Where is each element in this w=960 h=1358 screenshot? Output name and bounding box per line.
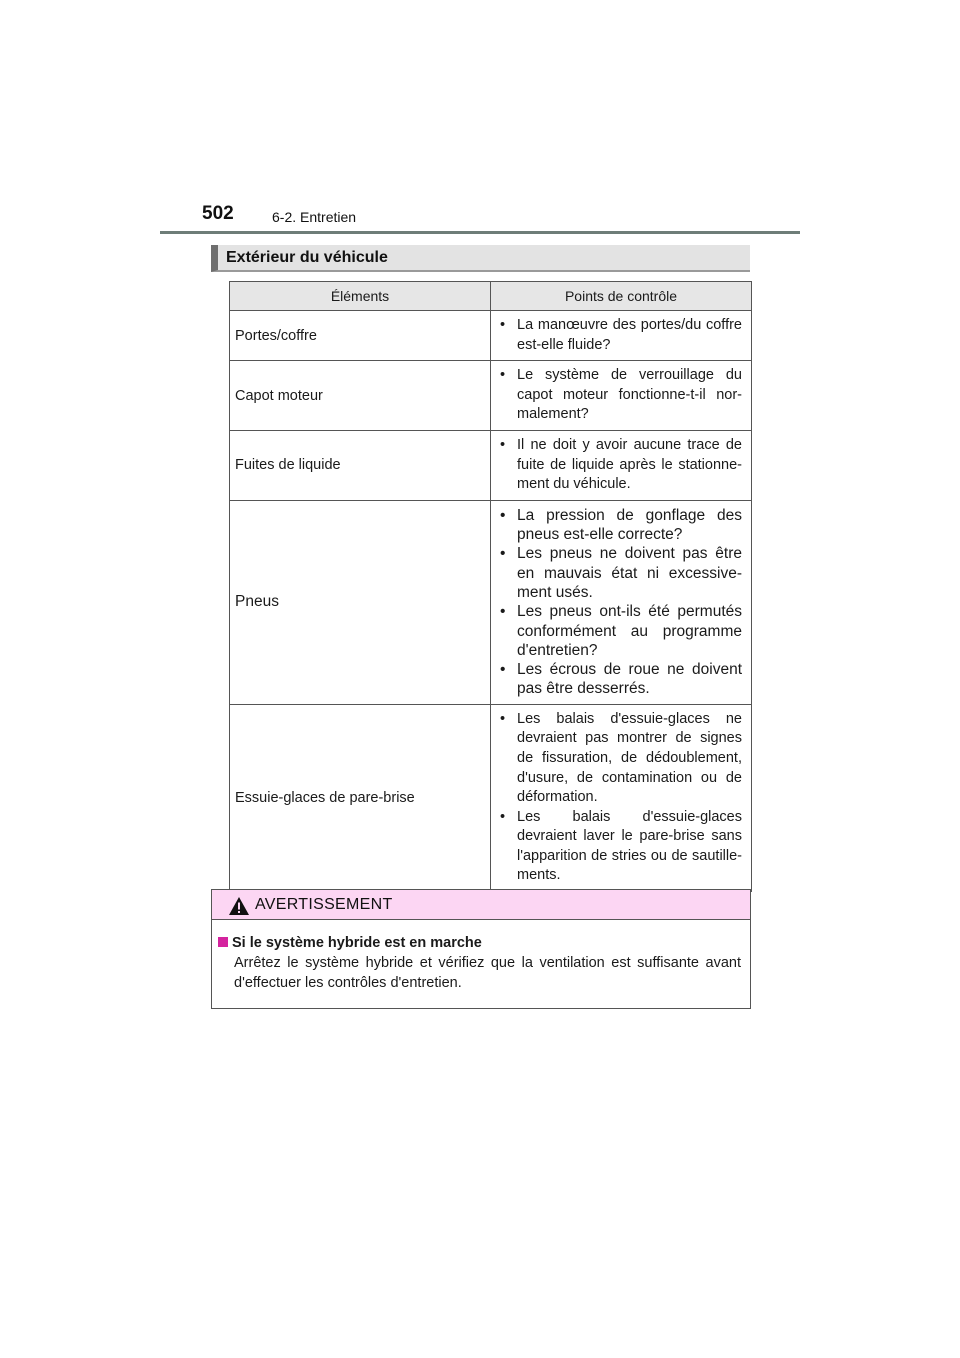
table-row (230, 311, 752, 361)
section-heading-text: Extérieur du véhicule (226, 249, 388, 266)
list-item: • La pression de gonflage des pneus est-elle correcte? (499, 506, 742, 545)
table-header-row (230, 282, 752, 311)
warning-subheading-text: Si le système hybride est en marche (232, 935, 482, 951)
header-rule (160, 231, 800, 234)
table-row (230, 500, 752, 704)
table-row (230, 430, 752, 500)
warning-title: AVERTISSEMENT (255, 896, 393, 913)
list-item: • Les balais d'essuie-glaces ne devraient pas montrer de signes de fissuration, de dédoublement, d'usure, de contamination ou de déformation. (499, 710, 742, 808)
list-item: • Les balais d'essuie-glaces devraient laver le pare-brise sans l'apparition de stries ou de sautille-ments. (499, 808, 742, 886)
warning-body (212, 920, 750, 993)
column-header-items: Éléments (230, 282, 491, 311)
page-number: 502 (202, 203, 234, 224)
warning-text: Arrêtez le système hybride et vérifiez que la ventilation est suffisante avant d'effectuer les contrôles d'entretien. (234, 955, 741, 991)
warning-box (211, 889, 751, 1009)
warning-triangle-icon (228, 896, 250, 916)
table-row (230, 361, 752, 431)
row-item: Fuites de liquide (230, 430, 491, 500)
row-points (491, 704, 752, 891)
inspection-table (229, 281, 752, 892)
list-item: • La manœuvre des portes/du coffre est-elle fluide? (499, 316, 742, 355)
row-points (491, 361, 752, 431)
warning-subheading (218, 933, 741, 953)
section-label: 6-2. Entretien (272, 209, 357, 225)
row-points (491, 500, 752, 704)
row-points (491, 311, 752, 361)
row-item: Pneus (230, 500, 491, 704)
table-row (230, 704, 752, 891)
row-item: Essuie-glaces de pare-brise (230, 704, 491, 891)
list-item: • Les écrous de roue ne doivent pas être desserrés. (499, 660, 742, 699)
list-item: • Le système de verrouillage du capot moteur fonctionne-t-il nor-malement? (499, 366, 742, 425)
list-item: • Il ne doit y avoir aucune trace de fuite de liquide après le stationne-ment du véhicule. (499, 436, 742, 495)
section-heading (211, 245, 750, 272)
row-points (491, 430, 752, 500)
square-bullet-icon (218, 937, 228, 947)
row-item: Portes/coffre (230, 311, 491, 361)
column-header-points: Points de contrôle (491, 282, 752, 311)
row-item: Capot moteur (230, 361, 491, 431)
list-item: • Les pneus ont-ils été permutés conformément au programme d'entretien? (499, 602, 742, 660)
warning-header (212, 890, 750, 920)
list-item: • Les pneus ne doivent pas être en mauvais état ni excessive-ment usés. (499, 544, 742, 602)
